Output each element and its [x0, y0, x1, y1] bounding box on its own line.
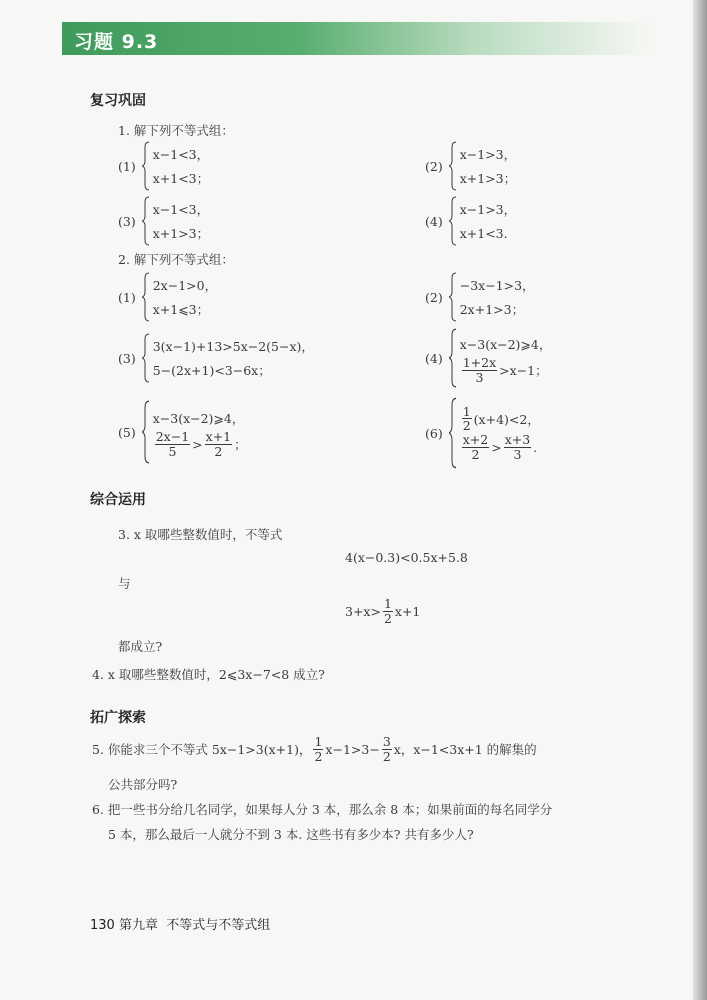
denominator: 3: [475, 369, 484, 385]
q2-system-6: [425, 397, 540, 469]
chapter-title: 不等式与不等式组: [166, 918, 271, 933]
denominator: 2: [382, 748, 391, 764]
q2-system-4: [425, 328, 551, 388]
brace-icon: [142, 272, 150, 322]
fraction: [382, 735, 392, 764]
punctuation: ；: [234, 437, 247, 452]
label: (4): [425, 213, 443, 229]
q3-inequality-2: [345, 597, 420, 626]
fraction: [155, 430, 190, 459]
section-explore: 拓广探索: [90, 710, 146, 726]
q5-line-2: 公共部分吗?: [108, 777, 178, 792]
line: x+1>3；: [152, 226, 210, 241]
q2-system-5: [118, 400, 247, 464]
q2-prompt: 2. 解下列不等式组：: [118, 252, 234, 267]
brace-icon: [449, 328, 457, 388]
denominator: 3: [513, 446, 522, 462]
line-rest: (x+4)<2，: [473, 411, 540, 427]
label: (2): [425, 289, 443, 305]
brace-icon: [449, 272, 457, 322]
brace-icon: [142, 196, 150, 246]
line: x−3(x−2)⩾4，: [459, 336, 552, 352]
denominator: 2: [471, 446, 480, 462]
q6-line-1: 6. 把一些书分给几名同学，如果每人分 3 本，那么余 8 本；如果前面的每名同学分: [92, 802, 553, 817]
label: (4): [425, 350, 443, 366]
line: x+1<3；: [152, 171, 210, 186]
operator: >: [491, 439, 502, 455]
q1-system-2: [425, 141, 516, 191]
q3-end: 都成立?: [118, 639, 163, 654]
q1-system-1: [118, 141, 209, 191]
q3-and: 与: [118, 576, 131, 591]
label: (3): [118, 213, 136, 229]
q2-system-3: [118, 333, 314, 383]
numerator: 3: [382, 734, 391, 749]
numerator: 1: [462, 403, 471, 419]
numerator: x+3: [504, 432, 531, 447]
brace-icon: [142, 141, 150, 191]
q2-system-1: [118, 272, 217, 322]
denominator: 2: [462, 418, 471, 434]
line: x−1<3，: [152, 202, 210, 217]
operator: >: [192, 436, 203, 452]
q1-system-4: [425, 196, 516, 246]
brace-icon: [142, 400, 150, 464]
q1-prompt: 1. 解下列不等式组：: [118, 123, 234, 138]
q4-text: 4. x 取哪些整数值时，2⩽3x−7<8 成立?: [92, 667, 325, 682]
denominator: 2: [314, 748, 323, 764]
exercise-header-bar: [62, 22, 652, 55]
line: 5−(2x+1)<3−6x；: [152, 363, 271, 378]
q5-line-1: [92, 735, 537, 764]
label: (2): [425, 158, 443, 174]
line-rest: >x−1；: [499, 363, 548, 378]
line: 3(x−1)+13>5x−2(5−x)，: [152, 339, 314, 354]
line: −3x−1>3，: [459, 278, 535, 293]
line: [460, 405, 540, 434]
fraction: [462, 405, 472, 434]
section-review: 复习巩固: [90, 93, 146, 109]
fraction: [313, 735, 323, 764]
denominator: 2: [383, 610, 392, 626]
numerator: x+2: [462, 432, 489, 447]
line: [153, 430, 247, 459]
line: x+1>3；: [459, 171, 517, 186]
punctuation: .: [533, 439, 538, 455]
exercise-title: 习题 9.3: [74, 31, 159, 53]
line: x+1⩽3；: [152, 302, 210, 317]
q6-line-2: 5 本，那么最后一人就分不到 3 本. 这些书有多少本? 共有多少人?: [108, 827, 474, 842]
q3-inequality-1: 4(x−0.3)<0.5x+5.8: [345, 550, 468, 565]
page-footer: [90, 914, 270, 933]
text-part: x，x−1<3x+1 的解集的: [393, 742, 537, 758]
page-number: 130: [90, 918, 115, 933]
fraction: [504, 433, 531, 462]
label: (6): [425, 425, 443, 441]
label: (3): [118, 350, 136, 366]
line: 2x−1>0，: [152, 278, 218, 293]
numerator: x+1: [205, 428, 232, 444]
brace-icon: [449, 397, 457, 469]
fraction: [462, 433, 489, 462]
eq-part: x+1: [394, 603, 421, 619]
line: x+1<3.: [459, 225, 508, 241]
line: x−1<3，: [152, 147, 210, 162]
label: (1): [118, 158, 136, 174]
label: (1): [118, 289, 136, 305]
line: [460, 433, 540, 462]
fraction: [462, 356, 497, 385]
line: x−3(x−2)⩾4，: [152, 410, 245, 426]
fraction: [205, 430, 232, 459]
brace-icon: [449, 141, 457, 191]
q2-system-2: [425, 272, 535, 322]
fraction: [383, 597, 393, 626]
eq-part: 3+x>: [345, 603, 381, 619]
numerator: 1: [314, 734, 323, 749]
page-edge-shadow: [693, 0, 707, 1000]
numerator: 2x−1: [155, 428, 190, 444]
numerator: 1+2x: [462, 354, 497, 370]
line: 2x+1>3；: [459, 302, 525, 317]
label: (5): [118, 424, 136, 440]
q3-prompt: 3. x 取哪些整数值时，不等式: [118, 527, 283, 542]
denominator: 5: [168, 443, 177, 459]
line: x−1>3，: [459, 202, 517, 217]
text-part: x−1>3−: [325, 741, 380, 757]
denominator: 2: [214, 443, 223, 459]
brace-icon: [142, 333, 150, 383]
text-part: 5. 你能求三个不等式 5x−1>3(x+1)，: [92, 742, 312, 758]
q1-system-3: [118, 196, 209, 246]
line: [460, 356, 552, 385]
numerator: 1: [383, 596, 392, 611]
section-apply: 综合运用: [90, 492, 146, 508]
brace-icon: [449, 196, 457, 246]
chapter-label: 第九章: [118, 918, 158, 933]
line: x−1>3，: [459, 147, 517, 162]
